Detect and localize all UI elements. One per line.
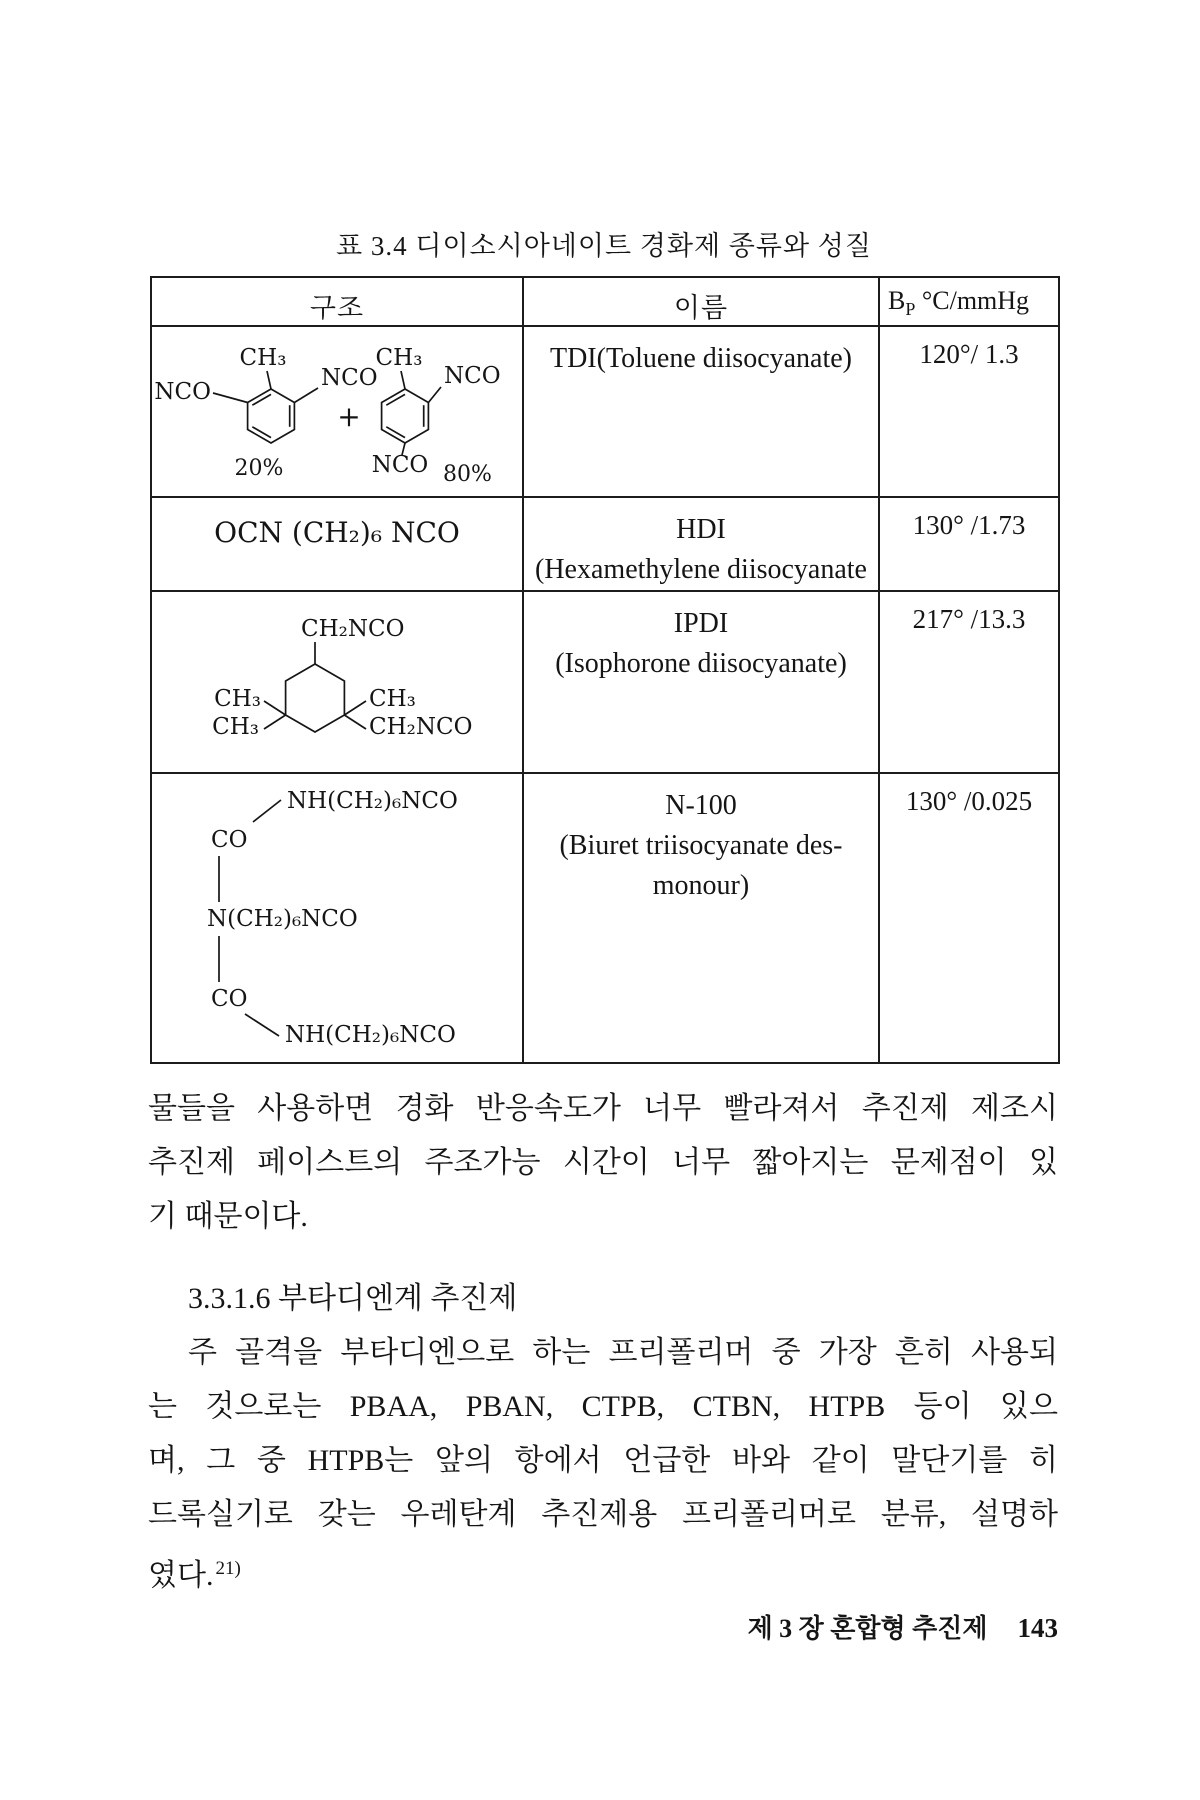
ipdi-ch3-left-upper-label: CH₃ — [214, 686, 261, 712]
ring-outline — [286, 664, 345, 732]
ipdi-bp-value: 217° /13.3 — [912, 604, 1026, 634]
n100-name-line1: N-100 — [665, 790, 737, 821]
tdi-structure-cell — [151, 326, 523, 497]
column-header-structure-label: 구조 — [309, 293, 365, 323]
paragraph-line — [148, 1542, 1058, 1603]
tdi-nco-mid-label: NCO — [321, 365, 378, 391]
table-row-n100 — [151, 773, 1059, 1063]
ipdi-name-line2: (Isophorone diisocyanate) — [555, 648, 847, 679]
section-3316 — [148, 1272, 1058, 1603]
n100-name-cell — [523, 773, 879, 1063]
diisocyanate-table — [150, 276, 1060, 1064]
hdi-name-line1: HDI — [676, 514, 726, 545]
table-caption: 표 3.4 디이소시아네이트 경화제 종류와 성질 — [336, 231, 872, 261]
bond-line — [428, 387, 441, 403]
hdi-name-line2: (Hexamethylene diisocyanate — [535, 554, 867, 585]
n100-nh-bottom-label: NH(CH₂)₆NCO — [285, 1022, 456, 1048]
bond-line — [264, 715, 286, 729]
hdi-structure-formula: OCN (CH₂)₆ NCO — [214, 516, 460, 549]
bond-line — [245, 1014, 279, 1036]
hdi-name-cell — [523, 497, 879, 591]
tdi-20pct-label: 20% — [234, 456, 284, 481]
n100-n-mid-label: N(CH₂)₆NCO — [207, 906, 358, 932]
cyclohexane-ring — [286, 664, 345, 732]
page-footer — [150, 1608, 1058, 1645]
footnote-reference: 21) — [215, 1558, 241, 1579]
double-bond — [252, 394, 271, 405]
column-header-structure — [151, 277, 523, 326]
tdi-name: TDI(Toluene diisocyanate) — [549, 343, 853, 374]
table-row-hdi — [151, 497, 1059, 591]
bond-line — [294, 388, 318, 403]
footer-chapter-title: 제 3 장 혼합형 추진제 — [747, 1614, 988, 1643]
n100-name-line2: (Biuret triisocyanate des- — [559, 830, 843, 861]
n100-co-bottom-label: CO — [211, 986, 248, 1012]
n100-name-line3: monour) — [652, 870, 750, 901]
tdi-nco-bottom-label: NCO — [371, 452, 429, 478]
table-row-tdi — [151, 326, 1059, 497]
tdi-ch3-left-label: CH₃ — [239, 345, 287, 371]
tdi-bp-cell — [879, 326, 1059, 497]
section-heading: 3.3.1.6 부타디엔계 추진제 — [188, 1282, 518, 1315]
bond-line — [267, 371, 271, 389]
column-header-name — [523, 277, 879, 326]
n100-structure-cell — [151, 773, 523, 1063]
ipdi-ch3-right-label: CH₃ — [369, 686, 416, 712]
column-header-name-label: 이름 — [673, 293, 729, 323]
tdi-bp-value: 120°/ 1.3 — [919, 339, 1019, 369]
n100-structure-diagram — [153, 774, 521, 1057]
ipdi-structure-cell — [151, 591, 523, 773]
hdi-bp-value: 130° /1.73 — [912, 510, 1026, 540]
bond-line — [253, 800, 281, 822]
n100-nh-top-label: NH(CH₂)₆NCO — [287, 788, 458, 814]
tdi-nco-far-left-label: NCO — [154, 379, 211, 405]
paragraph-line: 며, 그 중 HTPB는 앞의 항에서 언급한 바와 같이 말단기를 히 — [148, 1444, 1058, 1477]
ipdi-name-line1: IPDI — [673, 608, 729, 639]
benzene-ring-left — [248, 389, 295, 443]
hdi-structure-cell — [151, 497, 523, 591]
footer-page-number: 143 — [1017, 1613, 1058, 1643]
paragraph-line: 는 것으로는 PBAA, PBAN, CTPB, CTBN, HTPB 등이 있으 — [148, 1390, 1058, 1423]
tdi-name-cell — [523, 326, 879, 497]
hdi-bp-cell — [879, 497, 1059, 591]
n100-co-top-label: CO — [211, 827, 248, 853]
ipdi-bp-cell — [879, 591, 1059, 773]
ipdi-ch3-left-lower-label: CH₃ — [212, 714, 259, 740]
benzene-ring-right — [382, 389, 429, 443]
paragraph-line: 기 때문이다. — [148, 1200, 308, 1233]
plus-sign: + — [337, 400, 361, 433]
ipdi-ch2nco-top-label: CH₂NCO — [301, 616, 405, 642]
bp-units: °C/mmHg — [915, 286, 1030, 315]
bp-symbol: B — [888, 286, 906, 315]
ipdi-name-cell — [523, 591, 879, 773]
paragraph-line: 물들을 사용하면 경화 반응속도가 너무 빨라져서 추진제 제조시 — [148, 1092, 1058, 1125]
bond-line — [264, 701, 286, 715]
ipdi-ch2nco-right-label: CH₂NCO — [369, 714, 473, 740]
bond-line — [401, 371, 405, 389]
tdi-structure-diagram — [153, 327, 521, 491]
ring-outline — [382, 389, 429, 443]
ipdi-structure-diagram — [153, 592, 521, 767]
table-row-ipdi — [151, 591, 1059, 773]
bp-subscript: P — [905, 299, 916, 320]
paragraph-1 — [148, 1082, 1058, 1244]
paragraph-line: 드록실기로 갖는 우레탄계 추진제용 프리폴리머로 분류, 설명하 — [148, 1498, 1058, 1531]
ring-outline — [248, 389, 295, 443]
tdi-80pct-label: 80% — [443, 462, 492, 487]
bond-line — [344, 715, 366, 729]
tdi-ch3-right-label: CH₃ — [375, 345, 423, 371]
bond-line — [344, 701, 366, 715]
paragraph-line: 주 골격을 부타디엔으로 하는 프리폴리머 중 가장 흔히 사용되 — [188, 1336, 1058, 1369]
table-header-row — [151, 277, 1059, 326]
paragraph-line: 추진제 페이스트의 주조가능 시간이 너무 짧아지는 문제점이 있 — [148, 1146, 1058, 1179]
paragraph-text: 였다. — [148, 1559, 214, 1592]
double-bond — [252, 427, 271, 438]
n100-bp-cell — [879, 773, 1059, 1063]
column-header-bp — [879, 277, 1059, 326]
n100-bp-value: 130° /0.025 — [905, 786, 1033, 816]
bond-line — [213, 393, 248, 403]
double-bond — [386, 394, 405, 405]
tdi-nco-right-label: NCO — [444, 363, 501, 389]
double-bond — [386, 427, 405, 438]
